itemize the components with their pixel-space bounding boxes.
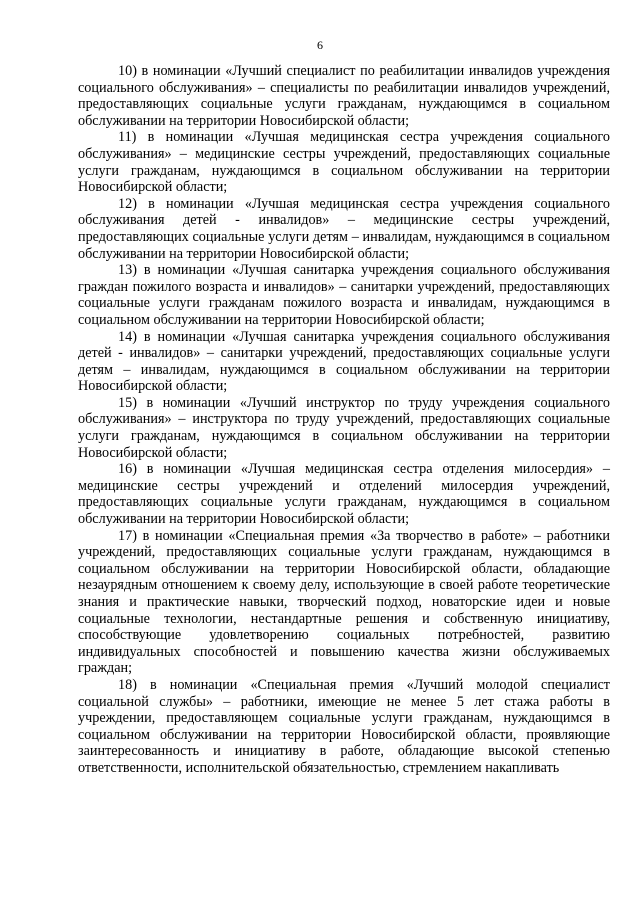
document-body [78, 63, 610, 777]
paragraph-item-10: 10) в номинации «Лучший специалист по реабилитации инвалидов учреждения социального обслуживания» – специалисты по реабилитации инвалидов учреждений, предоставляющих социальные услуги гражданам, нуждающимся в социальном обслуживании на территории Новосибирской области; [78, 63, 610, 129]
page-number: 6 [317, 38, 323, 52]
paragraph-item-11: 11) в номинации «Лучшая медицинская сестра учреждения социального обслуживания» – медицинские сестры учреждений, предоставляющих социальные услуги гражданам, нуждающимся в социальном обслуживании на территории Новосибирской области; [78, 129, 610, 196]
paragraph-item-16: 16) в номинации «Лучшая медицинская сестра отделения милосердия» – медицинские сестры учреждений и отделений милосердия учреждений, предоставляющих социальные услуги гражданам, нуждающимся в социальном обслуживании на территории Новосибирской области; [78, 461, 610, 528]
paragraph-item-17: 17) в номинации «Специальная премия «За творчество в работе» – работники учреждений, предоставляющих социальные услуги гражданам, нуждающимся в социальном обслуживании на территории Новосибирской области, обладающие незаурядным отношением к своему делу, использующие в своей работе теоретические знания и практические навыки, творческий подход, новаторские идеи и новые социальные технологии, нестандартные решения и собственную инициативу, способствующие удовлетворению социальных потребностей, развитию индивидуальных способностей и повышению качества жизни обслуживаемых граждан; [78, 527, 610, 677]
paragraph-item-14: 14) в номинации «Лучшая санитарка учреждения социального обслуживания детей - инвалидов» – санитарки учреждений, предоставляющих социальные услуги детям – инвалидам, нуждающимся в социальном обслуживании на территории Новосибирской области; [78, 328, 610, 395]
paragraph-item-12: 12) в номинации «Лучшая медицинская сестра учреждения социального обслуживания детей - инвалидов» – медицинские сестры учреждений, предоставляющих социальные услуги детям – инвалидам, нуждающимся в социальном обслуживании на территории Новосибирской области; [78, 195, 610, 262]
paragraph-item-13: 13) в номинации «Лучшая санитарка учреждения социального обслуживания граждан пожилого возраста и инвалидов» – санитарки учреждений, предоставляющих социальные услуги гражданам пожилого возраста и инвалидам, нуждающимся в социальном обслуживании на территории Новосибирской области; [78, 262, 610, 328]
paragraph-item-15: 15) в номинации «Лучший инструктор по труду учреждения социального обслуживания» – инструктора по труду учреждений, предоставляющих социальные услуги гражданам, нуждающимся в социальном обслуживании на территории Новосибирской области; [78, 394, 610, 461]
paragraph-item-18: 18) в номинации «Специальная премия «Лучший молодой специалист социальной службы» – работники, имеющие не менее 5 лет стажа работы в учреждении, предоставляющем социальные услуги гражданам, нуждающимся в социальном обслуживании на территории Новосибирской области, проявляющие заинтересованность и инициативу в работе, обладающие высокой степенью ответственности, исполнительской обязательностью, стремлением накапливать [78, 676, 610, 776]
